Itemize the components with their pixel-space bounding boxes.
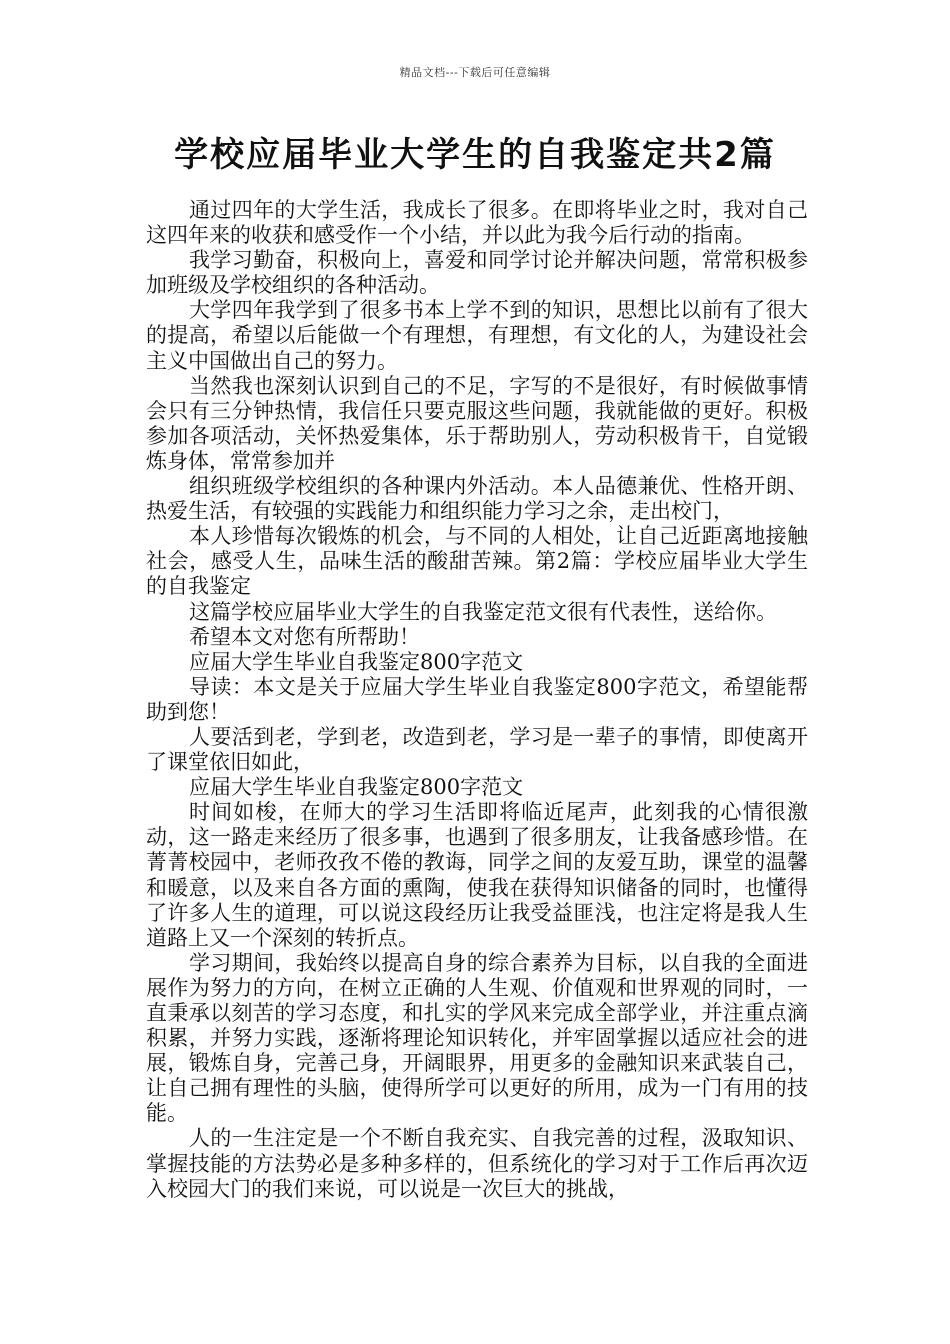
paragraph: 组织班级学校组织的各种课内外活动。本人品德兼优、性格开朗、热爱生活，有较强的实践能力和组织能力学习之余，走出校门， <box>146 474 808 524</box>
page-header: 精品文档---下载后可任意编辑 <box>399 66 551 79</box>
paragraph: 人要活到老，学到老，改造到老，学习是一辈子的事情，即使离开了课堂依旧如此， <box>146 724 808 775</box>
paragraph: 时间如梭，在师大的学习生活即将临近尾声，此刻我的心情很激动，这一路走来经历了很多事，也遇到了很多朋友，让我备感珍惜。在菁菁校园中，老师孜孜不倦的教诲，同学之间的友爱互助，课堂的温馨和暖意，以及来自各方面的熏陶，使我在获得知识储备的同时，也懂得了许多人生的道理，可以说这段经历让我受益匪浅，也注定将是我人生道路上又一个深刻的转折点。 <box>146 800 808 950</box>
paragraph: 当然我也深刻认识到自己的不足，字写的不是很好，有时候做事情会只有三分钟热情，我信任只要克服这些问题，我就能做的更好。积极参加各项活动，关怀热爱集体，乐于帮助别人，劳动积极肯干，自觉锻炼身体，常常参加并 <box>146 373 808 473</box>
paragraph: 导读：本文是关于应届大学生毕业自我鉴定800字范文，希望能帮助到您！ <box>146 674 808 724</box>
paragraph: 大学四年我学到了很多书本上学不到的知识，思想比以前有了很大的提高，希望以后能做一个有理想，有理想，有文化的人，为建设社会主义中国做出自己的努力。 <box>146 298 808 373</box>
paragraph: 本人珍惜每次锻炼的机会，与不同的人相处，让自己近距离地接触社会，感受人生，品味生活的酸甜苦辣。第2篇：学校应届毕业大学生的自我鉴定 <box>146 524 808 599</box>
paragraph: 学习期间，我始终以提高自身的综合素养为目标，以自我的全面进展作为努力的方向，在树立正确的人生观、价值观和世界观的同时，一直秉承以刻苦的学习态度，和扎实的学风来完成全部学业，并注重点滴积累，并努力实践，逐渐将理论知识转化，并牢固掌握以适应社会的进展，锻炼自身，完善己身，开阔眼界，用更多的金融知识来武装自己，让自己拥有理性的头脑，使得所学可以更好的所用，成为一门有用的技能。 <box>146 950 808 1126</box>
document-body <box>146 198 808 1202</box>
subheading: 应届大学生毕业自我鉴定800字范文 <box>189 775 524 800</box>
paragraph: 这篇学校应届毕业大学生的自我鉴定范文很有代表性，送给你。 <box>189 599 777 624</box>
document-title: 学校应届毕业大学生的自我鉴定共2篇 <box>174 135 776 175</box>
subheading: 应届大学生毕业自我鉴定800字范文 <box>189 649 524 674</box>
paragraph: 希望本文对您有所帮助！ <box>189 624 420 649</box>
paragraph: 人的一生注定是一个不断自我充实、自我完善的过程，汲取知识、掌握技能的方法势必是多种多样的，但系统化的学习对于工作后再次迈入校园大门的我们来说，可以说是一次巨大的挑战， <box>146 1126 808 1201</box>
paragraph: 通过四年的大学生活，我成长了很多。在即将毕业之时，我对自己这四年来的收获和感受作一个小结，并以此为我今后行动的指南。 <box>146 198 808 248</box>
paragraph: 我学习勤奋，积极向上，喜爱和同学讨论并解决问题，常常积极参加班级及学校组织的各种活动。 <box>146 248 808 298</box>
